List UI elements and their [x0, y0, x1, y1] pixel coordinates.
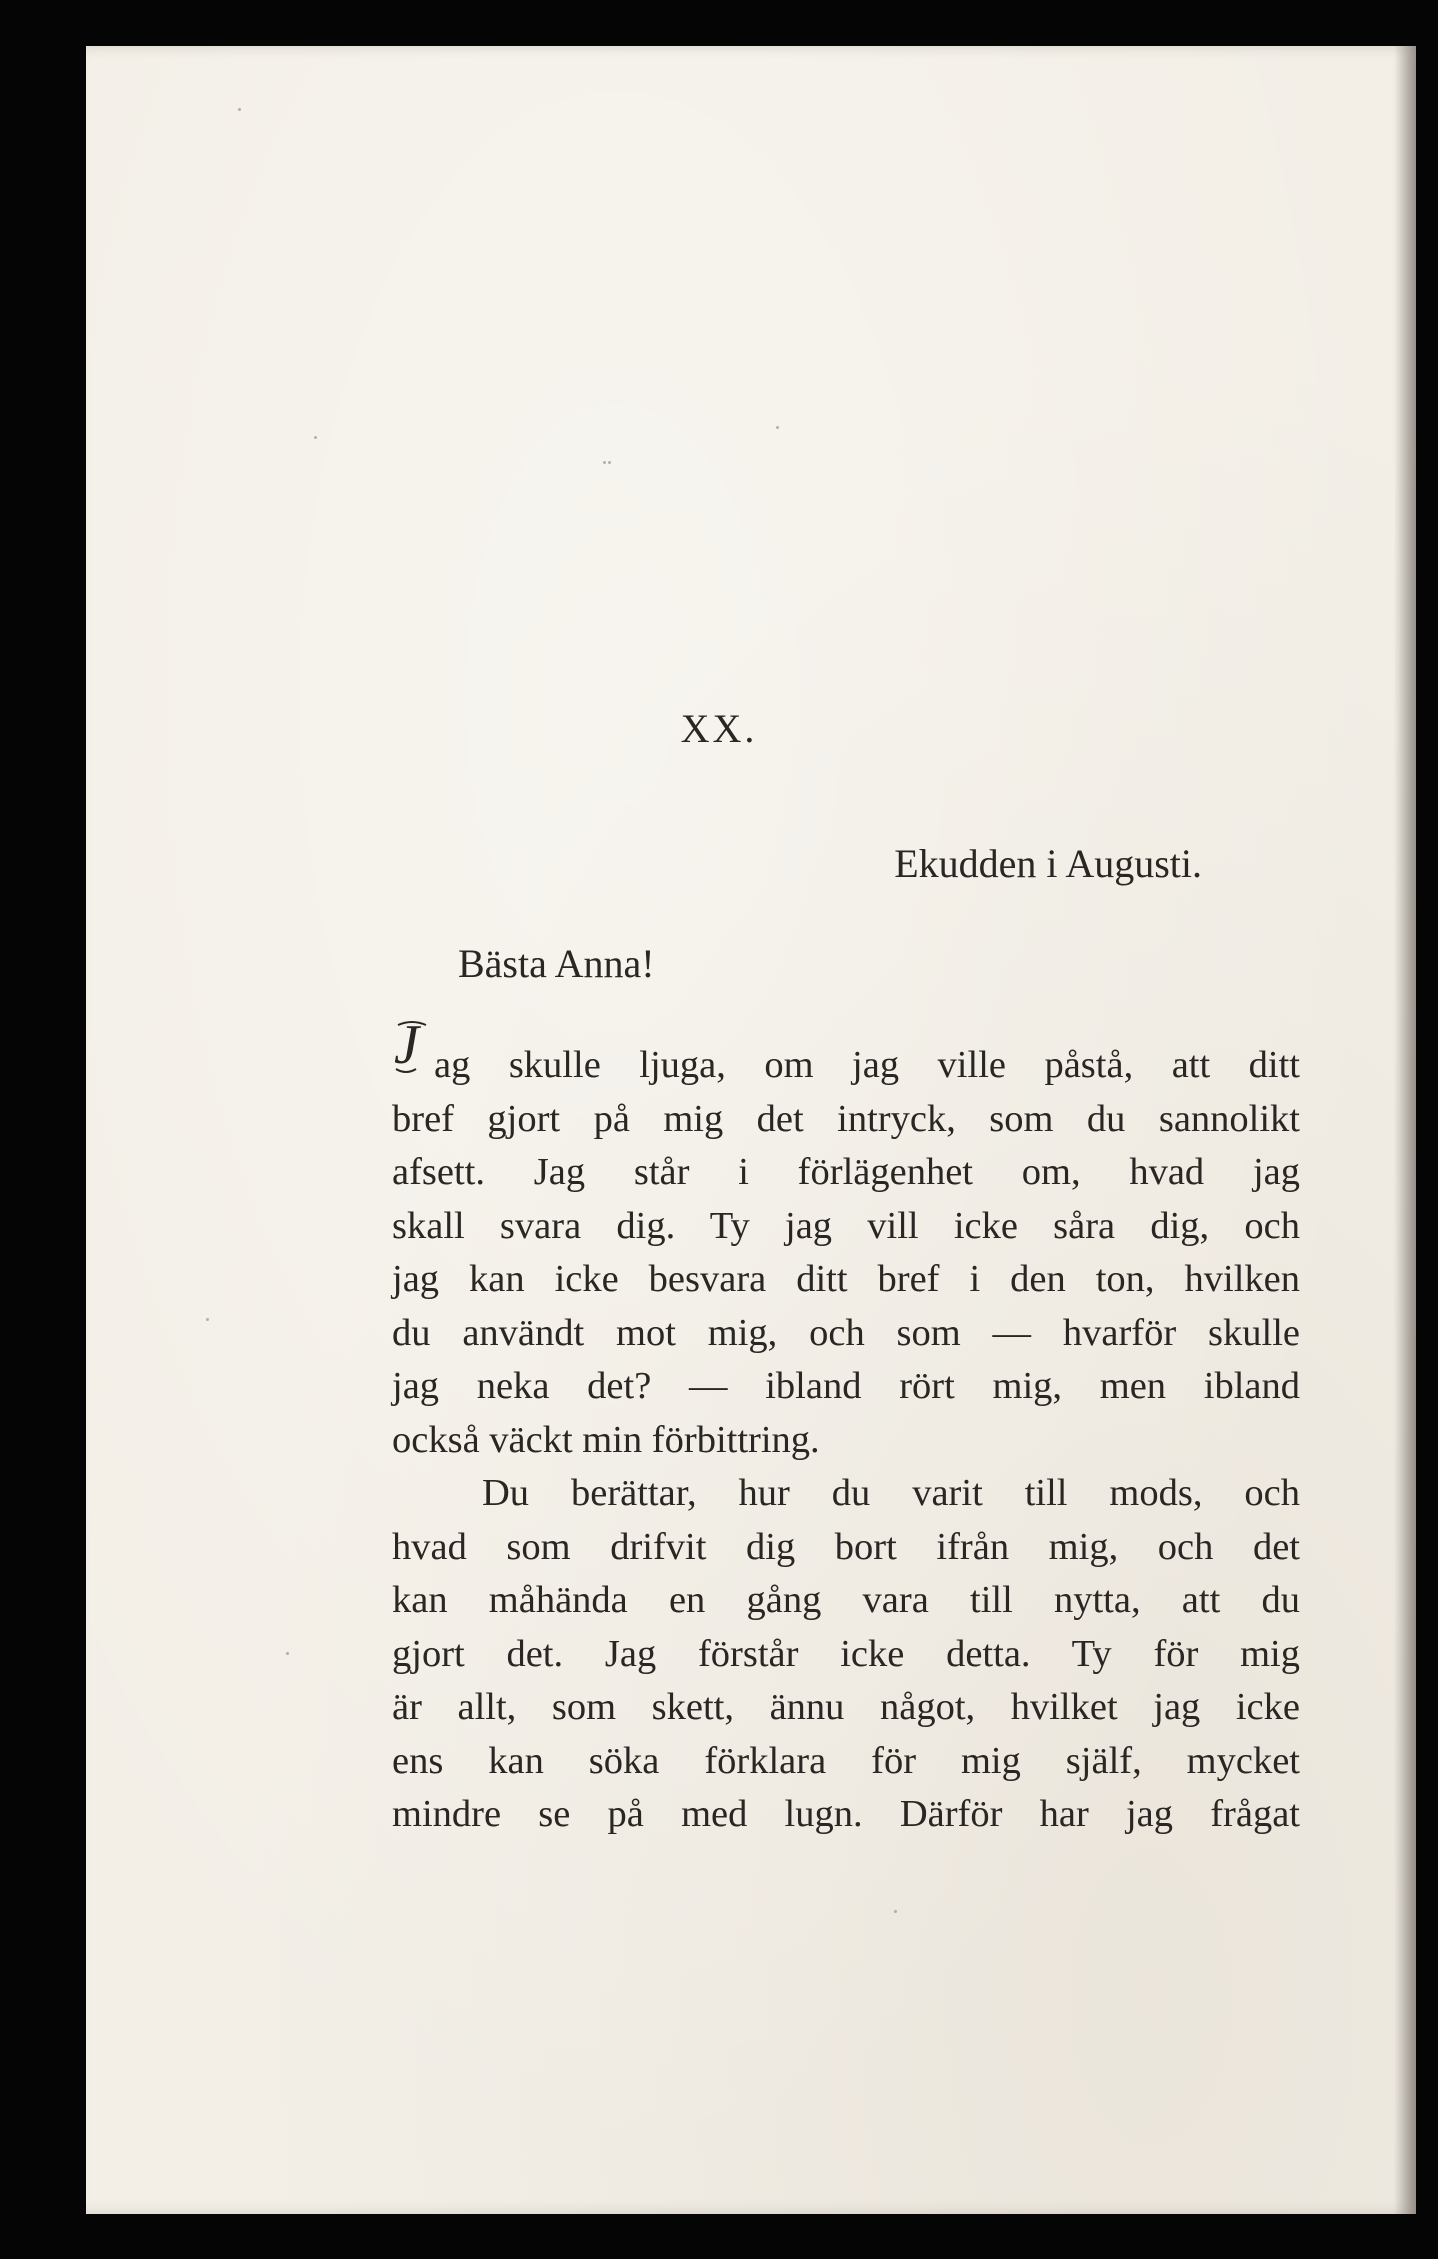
paragraph-line: afsett. Jag står i förlägenhet om, hvad jag	[392, 1151, 1300, 1193]
paragraph-line: också väckt min förbittring.	[392, 1418, 820, 1461]
page-edge-shadow	[1394, 46, 1416, 2214]
letter-salutation: Bästa Anna!	[458, 941, 655, 986]
paper-speck	[286, 1652, 289, 1655]
paragraph-line: mindre se på med lugn. Därför har jag frågat	[392, 1793, 1300, 1835]
paragraph-line: bref gjort på mig det intryck, som du sannolikt	[392, 1097, 1300, 1140]
paragraph-line: gjort det. Jag förstår icke detta. Ty för mig	[392, 1632, 1300, 1675]
letter-dateline: Ekudden i Augusti.	[894, 841, 1202, 886]
paragraph-line: jag kan icke besvara ditt bref i den ton, hvilken	[392, 1258, 1300, 1300]
paragraph-line: ens kan söka förklara för mig själf, mycket	[392, 1739, 1300, 1782]
paper-speck	[776, 426, 779, 429]
paragraph-line: du användt mot mig, och som — hvarför skulle	[392, 1311, 1300, 1354]
letter-body	[392, 1017, 1300, 1842]
paragraph-line: är allt, som skett, ännu något, hvilket jag icke	[392, 1686, 1300, 1728]
paragraph-line: hvad som drifvit dig bort ifrån mig, och det	[392, 1525, 1300, 1568]
drop-cap	[392, 1017, 432, 1093]
paragraph-line: jag neka det? — ibland rört mig, men ibland	[392, 1365, 1300, 1407]
paper-speck	[238, 108, 241, 111]
paper-speck	[206, 1318, 209, 1321]
paper-speck	[603, 461, 606, 464]
paper-speck	[894, 1910, 897, 1913]
svg-text:J: J	[394, 1017, 419, 1076]
paper-speck	[608, 461, 611, 464]
first-line	[392, 1017, 1300, 1093]
first-line-text: ag skulle ljuga, om jag ville påstå, att ditt	[434, 1044, 1300, 1086]
paper-speck	[314, 436, 317, 439]
paragraph-line: skall svara dig. Ty jag vill icke såra dig, och	[392, 1204, 1300, 1247]
chapter-heading: XX.	[680, 706, 758, 751]
paragraph-line: Du berättar, hur du varit till mods, och	[482, 1472, 1300, 1514]
paragraph-line: kan måhända en gång vara till nytta, att du	[392, 1579, 1300, 1621]
